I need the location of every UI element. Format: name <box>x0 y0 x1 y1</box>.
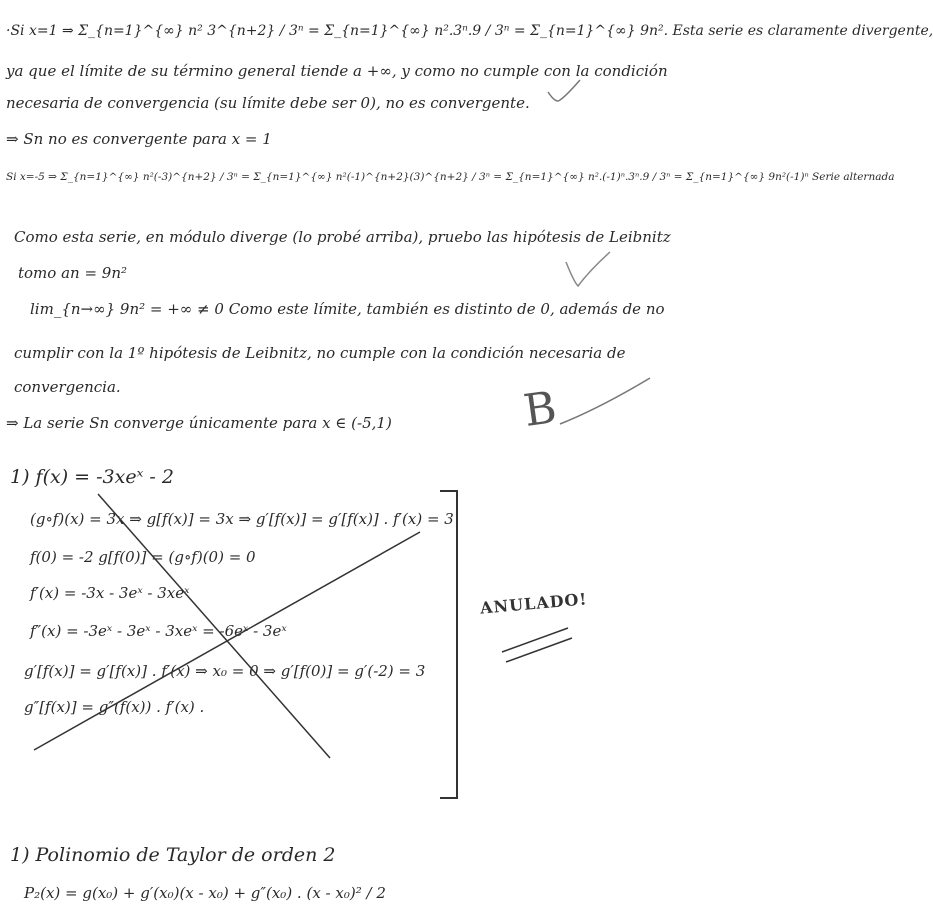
crossed-line-5: f″(x) = -3eˣ - 3eˣ - 3xeˣ = -6eˣ - 3eˣ <box>30 622 287 640</box>
grade-mark: B <box>520 381 560 438</box>
series-line-9: cumplir con la 1º hipótesis de Leibnitz, no cumple con la condición necesaria de <box>14 344 626 362</box>
crossed-line-4: f′(x) = -3x - 3eˣ - 3xeˣ <box>30 584 190 602</box>
checkmark-2 <box>566 252 610 286</box>
crossed-line-1: 1) f(x) = -3xeˣ - 2 <box>10 466 174 488</box>
cross-line-2 <box>34 532 420 750</box>
series-line-1: ·Si x=1 ⇒ Σ_{n=1}^{∞} n² 3^{n+2} / 3ⁿ = Σ_{n=1}^{∞} n².3ⁿ.9 / 3ⁿ = Σ_{n=1}^{∞} 9n². Esta serie es claramente divergente, <box>6 23 933 39</box>
stamp-strike-2 <box>506 638 572 662</box>
series-line-6: Como esta serie, en módulo diverge (lo probé arriba), pruebo las hipótesis de Leibnitz <box>14 228 671 246</box>
series-line-3: necesaria de convergencia (su límite debe ser 0), no es convergente. <box>6 94 530 112</box>
taylor-line-1: 1) Polinomio de Taylor de orden 2 <box>10 844 336 866</box>
series-line-10: convergencia. <box>14 378 121 396</box>
grade-swoosh <box>560 378 650 424</box>
crossed-line-3: f(0) = -2 g[f(0)] = (g∘f)(0) = 0 <box>30 548 256 566</box>
taylor-line-2: P₂(x) = g(x₀) + g′(x₀)(x - x₀) + g″(x₀) . (x - x₀)² / 2 <box>24 884 386 902</box>
crossed-line-7: g″[f(x)] = g″(f(x)) . f′(x) . <box>24 698 205 716</box>
stamp-strike-1 <box>502 628 568 652</box>
series-line-7: tomo an = 9n² <box>18 264 128 282</box>
series-line-11: ⇒ La serie Sn converge únicamente para x ∈ (-5,1) <box>6 414 392 432</box>
checkmark-1 <box>548 80 580 101</box>
crossed-line-6: g′[f(x)] = g′[f(x)] . f′(x) ⇒ x₀ = 0 ⇒ g′[f(0)] = g′(-2) = 3 <box>24 662 426 680</box>
annulled-stamp: ANULADO! <box>479 589 589 618</box>
series-line-4: ⇒ Sn no es convergente para x = 1 <box>6 130 272 148</box>
series-line-5: Si x=-5 ⇒ Σ_{n=1}^{∞} n²(-3)^{n+2} / 3ⁿ = Σ_{n=1}^{∞} n²(-1)^{n+2}(3)^{n+2} / 3ⁿ = Σ_{n=1}^{∞} n².(-1)ⁿ.3ⁿ.9 / 3ⁿ = Σ_{n=1}^{∞} 9n²(-1)ⁿ Serie alternada <box>6 171 895 183</box>
series-line-2: ya que el límite de su término general tiende a +∞, y como no cumple con la condición <box>6 62 668 80</box>
series-line-8: lim_{n→∞} 9n² = +∞ ≠ 0 Como este límite, también es distinto de 0, además de no <box>30 300 665 318</box>
crossed-line-2: (g∘f)(x) = 3x ⇒ g[f(x)] = 3x ⇒ g′[f(x)] = g′[f(x)] . f′(x) = 3 <box>30 510 454 528</box>
cross-line-1 <box>98 494 330 758</box>
